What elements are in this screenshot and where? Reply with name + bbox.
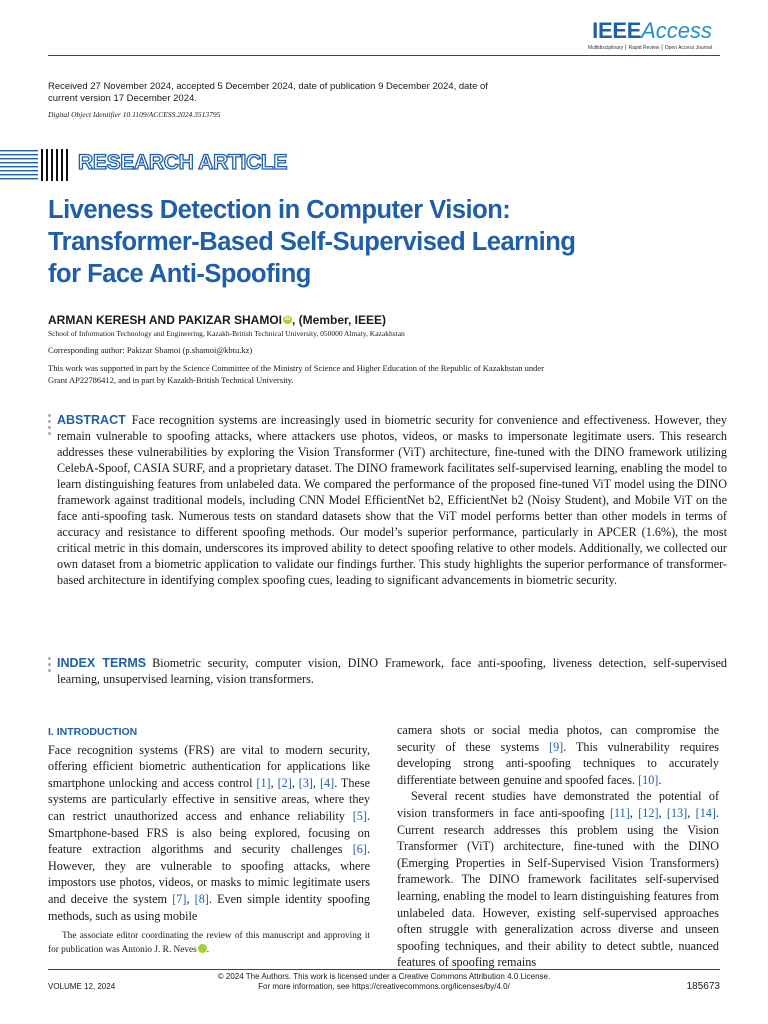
abstract-dots-icon	[48, 414, 51, 438]
index-terms	[57, 655, 727, 687]
citation-8[interactable]: [8]	[194, 891, 209, 906]
orcid-icon[interactable]: iD	[284, 316, 291, 322]
citation-7[interactable]: [7]	[172, 891, 187, 906]
citation-6[interactable]: [6]	[352, 842, 367, 857]
article-type-banner	[0, 148, 300, 182]
license-notice	[0, 972, 768, 992]
page-number: 185673	[686, 981, 720, 992]
intro-paragraph-1: Face recognition systems (FRS) are vital to modern security, offering efficient biometric authentication for applications like smartphone unlocking and access control [1], [2], [3], [4]. These systems are particularly effective in sensitive areas, where they can restrict unauthorized access and enhance reliability [5]. Smartphone-based FRS is also being explored, focusing on feature extraction algorithms and security challenges [6]. However, they are vulnerable to spoofing attacks, where impostors use photos, videos, or masks to mimic legitimate users and deceive the system [7], [8]. Even simple identity spoofing methods, such as using mobile	[48, 742, 371, 923]
index-terms-heading: INDEX TERMS	[57, 656, 147, 670]
affiliation: School of Information Technology and Engineering, Kazakh-British Technical University, 050000 Almaty, Kazakhstan	[48, 329, 405, 338]
received-dates: Received 27 November 2024, accepted 5 December 2024, date of publication 9 December 2024, date of current version 17 December 2024.	[48, 81, 488, 104]
abstract	[57, 412, 727, 588]
doi: Digital Object Identifier 10.1109/ACCESS.2024.3513795	[48, 110, 221, 119]
intro-paragraph-2: Several recent studies have demonstrated the potential of vision transformers in face anti-spoofing [11], [12], [13], [14]. Current research addresses this problem using the Vision Transformer (ViT) architecture, fine-tuned with the DINO (Emerging Properties in Self-Supervised Vision Transformers) framework. The DINO framework facilitates self-supervised learning, enabling the model to learn distinguishing features from unlabeled data. However, existing self-supervised approaches often struggle with generalization across diverse and unseen spoofing techniques, and their ability to detect subtle, nuanced features of spoofing remains	[397, 789, 719, 970]
header-divider	[48, 55, 720, 56]
section-heading-introduction: I. INTRODUCTION	[48, 726, 138, 738]
article-type-label: RESEARCH ARTICLE	[78, 151, 288, 174]
logo-ieee: IEEE	[592, 18, 642, 43]
citation-9[interactable]: [9]	[549, 739, 564, 754]
author-line	[48, 313, 386, 327]
orcid-icon[interactable]: iD	[198, 944, 207, 953]
citation-13[interactable]: [13]	[666, 805, 688, 820]
column-right	[397, 722, 719, 971]
index-terms-dots-icon	[48, 657, 51, 675]
abstract-heading: ABSTRACT	[57, 413, 126, 427]
logo-tagline: Multidisciplinary ⎮ Rapid Review ⎮ Open Access Journal	[587, 45, 712, 51]
member-status: , (Member, IEEE)	[292, 313, 387, 327]
author-names: ARMAN KERESH AND PAKIZAR SHAMOI	[48, 313, 282, 327]
editor-note: The associate editor coordinating the review of this manuscript and approving it for publication was Antonio J. R. Neves iD.	[48, 931, 370, 955]
abstract-text: Face recognition systems are increasingly used in biometric security for convenience and effectiveness. However, they remain vulnerable to spoofing attacks, where attackers use photos, videos, or masks to impersonate legitimate users. This research addresses these vulnerabilities by exploring the Vision Transformer (ViT) architecture, fine-tuned with the DINO framework utilizing CelebA-Spoof, CASIA SURF, and a proprietary dataset. The DINO framework facilitates self-supervised learning, enabling the model to learn distinguishing features from unlabeled data. We compared the performance of the proposed fine-tuned ViT model using the DINO framework against traditional models, including CNN Model EfficientNet b2, EfficientNet b2 (Noisy Student), and Mobile ViT on the face anti-spoofing task. Numerous tests on standard datasets show that the ViT model performs better than other models in terms of accuracy and resistance to different spoofing methods. Our model’s superior performance, particularly in APCER (1.6%), the most critical metric in this domain, underscores its improved ability to detect spoofing relative to other models. Additionally, we collected our own dataset from a biometric application to validate our findings further. This study highlights the superior performance of transformer-based architecture in identifying complex spoofing cues, leading to significant advancements in biometric security.	[57, 413, 727, 587]
citation-1[interactable]: [1]	[256, 775, 271, 790]
citation-5[interactable]: [5]	[352, 808, 367, 823]
citation-14[interactable]: [14]	[695, 805, 716, 820]
footer-divider	[48, 969, 720, 970]
citation-2[interactable]: [2]	[277, 775, 292, 790]
intro-paragraph-1-cont: camera shots or social media photos, can compromise the security of these systems [9]. This vulnerability requires developing strong anti-spoofing techniques to accurately differentiate between genuine and spoofed faces. [10].	[397, 723, 719, 787]
license-line-1: © 2024 The Authors. This work is licensed under a Creative Commons Attribution 4.0 License.	[217, 972, 551, 981]
paper-title: Liveness Detection in Computer Vision: Transformer-Based Self-Supervised Learning for Face Anti-Spoofing	[48, 196, 576, 288]
logo-access: Access	[641, 18, 712, 43]
column-left	[48, 724, 370, 924]
funding-statement: This work was supported in part by the Science Committee of the Ministry of Science and Higher Education of the Republic of Kazakhstan under Grant AP22786412, and in part by Kazakh-British Technical University.	[48, 363, 544, 385]
volume-label: VOLUME 12, 2024	[48, 982, 116, 991]
citation-12[interactable]: [12]	[638, 805, 659, 820]
journal-logo	[588, 18, 712, 51]
corresponding-author: Corresponding author: Pakizar Shamoi (p.shamoi@kbtu.kz)	[48, 345, 253, 355]
citation-3[interactable]: [3]	[298, 775, 313, 790]
citation-11[interactable]: [11]	[609, 805, 630, 820]
index-terms-text: Biometric security, computer vision, DINO Framework, face anti-spoofing, liveness detection, self-supervised learning, unsupervised learning, vision transformers.	[57, 656, 727, 686]
citation-10[interactable]: [10]	[638, 772, 659, 787]
citation-4[interactable]: [4]	[319, 775, 335, 790]
license-line-2[interactable]: For more information, see https://creativecommons.org/licenses/by/4.0/	[258, 982, 510, 991]
banner-stripes-icon	[0, 148, 72, 182]
